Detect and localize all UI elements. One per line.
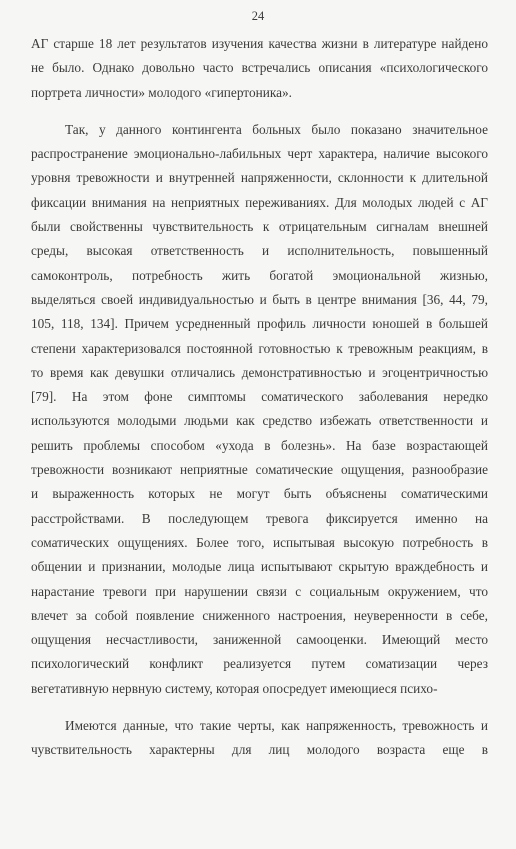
text-line: чувствительность характерны для лиц молодого возраста еще в [31, 742, 488, 758]
text-line: уровня тревожности и внутренней напряженности, склонности к длительной [31, 170, 488, 186]
text-line: среды, высокая ответственность и исполнительность, повышенный [31, 243, 488, 259]
page-number: 24 [251, 9, 265, 23]
text-line: распространение эмоционально-лабильных черт характера, наличие высокого [31, 146, 488, 162]
body-text [31, 32, 488, 763]
text-line: портрета личности» молодого «гипертоника». [31, 84, 292, 100]
text-line: соматических ощущениях. Более того, испытывая высокую потребность в [31, 534, 488, 550]
text-line: общении и признании, молодые лица испытывают скрытую враждебность и [31, 559, 488, 575]
text-line: вегетативную нервную систему, которая опосредует имеющиеся психо- [31, 680, 438, 696]
text-line: решить проблемы способом «ухода в болезнь». На базе возрастающей [31, 437, 488, 453]
text-line: не было. Однако довольно часто встречались описания «психологического [31, 60, 488, 76]
text-line: психологический конфликт реализуется путем соматизации через [31, 656, 488, 672]
text-line: нарастание тревоги при нарушении связи с социальным окружением, что [31, 583, 488, 599]
text-line: ощущения несчастливости, заниженной самооценки. Имеющий место [31, 632, 488, 648]
text-line: фиксации внимания на неприятных переживаниях. Для молодых людей с АГ [31, 194, 488, 210]
text-line: [79]. На этом фоне симптомы соматического заболевания нередко [31, 389, 488, 405]
text-line: и выраженность которых не могут быть объяснены соматическими [31, 486, 488, 502]
paragraph-gap [31, 701, 488, 714]
text-line: были свойственны чувствительность к отрицательным сигналам внешней [31, 219, 488, 235]
text-line: 105, 118, 134]. Причем усредненный профиль личности юношей в большей [31, 316, 488, 332]
text-line: Так, у данного контингента больных было показано значительное [65, 121, 488, 137]
text-line: степени характеризовался постоянной готовностью к тревожным реакциям, в [31, 340, 488, 356]
text-line: выделяться своей индивидуальностью и быть в центре внимания [36, 44, 79, [31, 291, 488, 307]
text-line: Имеются данные, что такие черты, как напряженность, тревожность и [65, 718, 488, 734]
paragraph-gap [31, 105, 488, 118]
text-line: используются молодыми людьми как средство избежать ответственности и [31, 413, 488, 429]
text-line: самоконтроль, потребность жить богатой эмоциональной жизнью, [31, 267, 488, 283]
text-line: то время как девушки отличались демонстративностью и эгоцентричностью [31, 364, 488, 380]
text-line: влечет за собой появление сниженного настроения, неуверенности в себе, [31, 607, 488, 623]
text-line: тревожности возникают неприятные соматические ощущения, разнообразие [31, 462, 488, 478]
text-line: расстройствами. В последующем тревога фиксируется именно на [31, 510, 488, 526]
text-line: АГ старше 18 лет результатов изучения качества жизни в литературе найдено [31, 36, 488, 51]
